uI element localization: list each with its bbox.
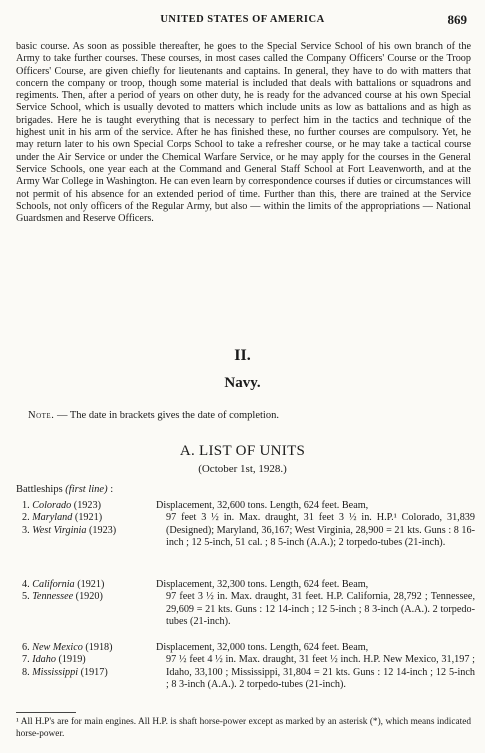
- ship-name: Mississippi: [32, 666, 79, 678]
- page-number: 869: [447, 12, 467, 27]
- ship-name: California: [32, 579, 75, 590]
- ship-description: [156, 642, 475, 691]
- ship-entry: [22, 642, 172, 654]
- ship-entry: [22, 654, 172, 666]
- footnote-rule: [16, 712, 76, 713]
- note: [28, 410, 468, 421]
- header-title: UNITED STATES OF AMERICA: [160, 14, 325, 25]
- list-date: (October 1st, 1928.): [198, 463, 287, 475]
- section-title: Navy.: [224, 375, 261, 391]
- ship-names: [22, 500, 172, 537]
- description-first-line: Displacement, 32,600 tons. Length, 624 feet. Beam,: [156, 500, 369, 511]
- ship-number: 1.: [22, 500, 30, 511]
- heading-italic: (first line): [65, 484, 108, 495]
- description-first-line: Displacement, 32,000 tons. Length, 624 feet. Beam,: [156, 642, 369, 653]
- ship-entry: [22, 667, 172, 679]
- ship-year: (1920): [73, 591, 103, 603]
- ship-description: [156, 500, 475, 549]
- ship-name: Maryland: [32, 512, 73, 524]
- note-label: Note.: [28, 410, 55, 421]
- ship-number: 3.: [22, 524, 30, 536]
- ship-name: New Mexico: [32, 642, 83, 653]
- heading-suffix: :: [107, 484, 114, 495]
- ship-name: Tennessee: [32, 591, 74, 603]
- description-continuation: 97 feet 3 ½ in. Max. draught, 31 feet 3 ½ in. H.P.¹ Colorado, 31,839 (Designed); Maryland, 36,167; West Virginia, 28,900 = 21 kts. Guns : 8 16-inch ; 12 5-inch, 51 cal. ; 8 5-inch (A.A.); 2 torpedo-tubes (21-inch).: [166, 512, 475, 548]
- ship-year: (1919): [55, 654, 86, 666]
- section-number: II.: [234, 347, 251, 364]
- ship-number: 4.: [22, 579, 30, 590]
- ship-names: [22, 642, 172, 679]
- battleships-heading: [16, 484, 113, 495]
- ship-year: (1921): [72, 512, 103, 524]
- ship-name: Colorado: [32, 500, 72, 511]
- ship-number: 6.: [22, 642, 30, 653]
- list-title: A. LIST OF UNITS: [179, 443, 306, 459]
- description-first-line: Displacement, 32,300 tons. Length, 624 feet. Beam,: [156, 579, 369, 590]
- ship-number: 5.: [22, 591, 30, 603]
- body-paragraph: basic course. As soon as possible thereafter, he goes to the Special Service School of his own branch of the Army to take further courses. These courses, in most cases called the Company Officers' Course or the Troop Officers' Course, are given chiefly for lieutenants and captains. In general, they have to do with matters that concern the company or troop, though some material is included that deals with battalions or squadrons and regiments. Then, after a period of years on other duty, he is ready for the advanced course at his own Special Service School, which is usually devoted to matters which include units as low as battalions and as high as brigades. Here he is taught everything that is necessary to perfect him in the tactics and technique of the highest unit in his arm of the service. After he has finished these, no further courses are compulsory. Yet, he may return later to his own Special Corps School to take a refresher course, or he may take a tactical course under the Air Service or under the Chemical Warfare Service, or he may apply for the courses in the General Service Schools, one year each at the Command and General Staff School at Fort Leavenworth, and at the Army War College in Washington. He can even learn by correspondence courses if duties or circumstances will not permit of his absence for an extended period of time. Further than this, there are trained at the Service Schools, not only officers of the Regular Army, but also — within the limits of the appropriations — National Guardsmen and Reserve Officers.: [16, 41, 471, 225]
- ship-number: 7.: [22, 654, 30, 666]
- ship-year: (1917): [78, 666, 108, 678]
- ship-entry: [22, 591, 172, 603]
- ship-number: 8.: [22, 666, 30, 678]
- ship-number: 2.: [22, 512, 30, 524]
- description-continuation: 97 ½ feet 4 ½ in. Max. draught, 31 feet ½ inch. H.P. New Mexico, 31,197 ; Idaho, 33,100 ; Mississippi, 31,804 = 21 kts. Guns : 12 14-inch ; 12 5-inch ; 8 3-inch (A.A.). 2 torpedo-tubes (21-inch).: [166, 654, 475, 690]
- ship-name: Idaho: [32, 654, 56, 666]
- footnote: ¹ All H.P's are for main engines. All H.P. is shaft horse-power except as marked by an asterisk (*), which means indicated horse-power.: [16, 717, 471, 739]
- ship-entry: [22, 579, 172, 591]
- ship-entry: [22, 525, 172, 537]
- ship-description: [156, 579, 475, 628]
- ship-year: (1918): [82, 642, 113, 653]
- ship-entry: [22, 500, 172, 512]
- note-text: — The date in brackets gives the date of completion.: [54, 410, 279, 421]
- ship-names: [22, 579, 172, 604]
- heading-prefix: Battleships: [16, 484, 66, 495]
- ship-entry: [22, 512, 172, 524]
- ship-name: West Virginia: [32, 524, 87, 536]
- description-continuation: 97 feet 3 ½ in. Max. draught, 31 feet. H.P. California, 28,792 ; Tennessee, 29,609 = 21 kts. Guns : 12 14-inch ; 12 5-inch ; 8 3-inch (A.A.). 2 torpedo-tubes (21-inch).: [166, 591, 475, 627]
- ship-year: (1921): [74, 579, 105, 590]
- ship-year: (1923): [71, 500, 101, 511]
- ship-year: (1923): [86, 524, 117, 536]
